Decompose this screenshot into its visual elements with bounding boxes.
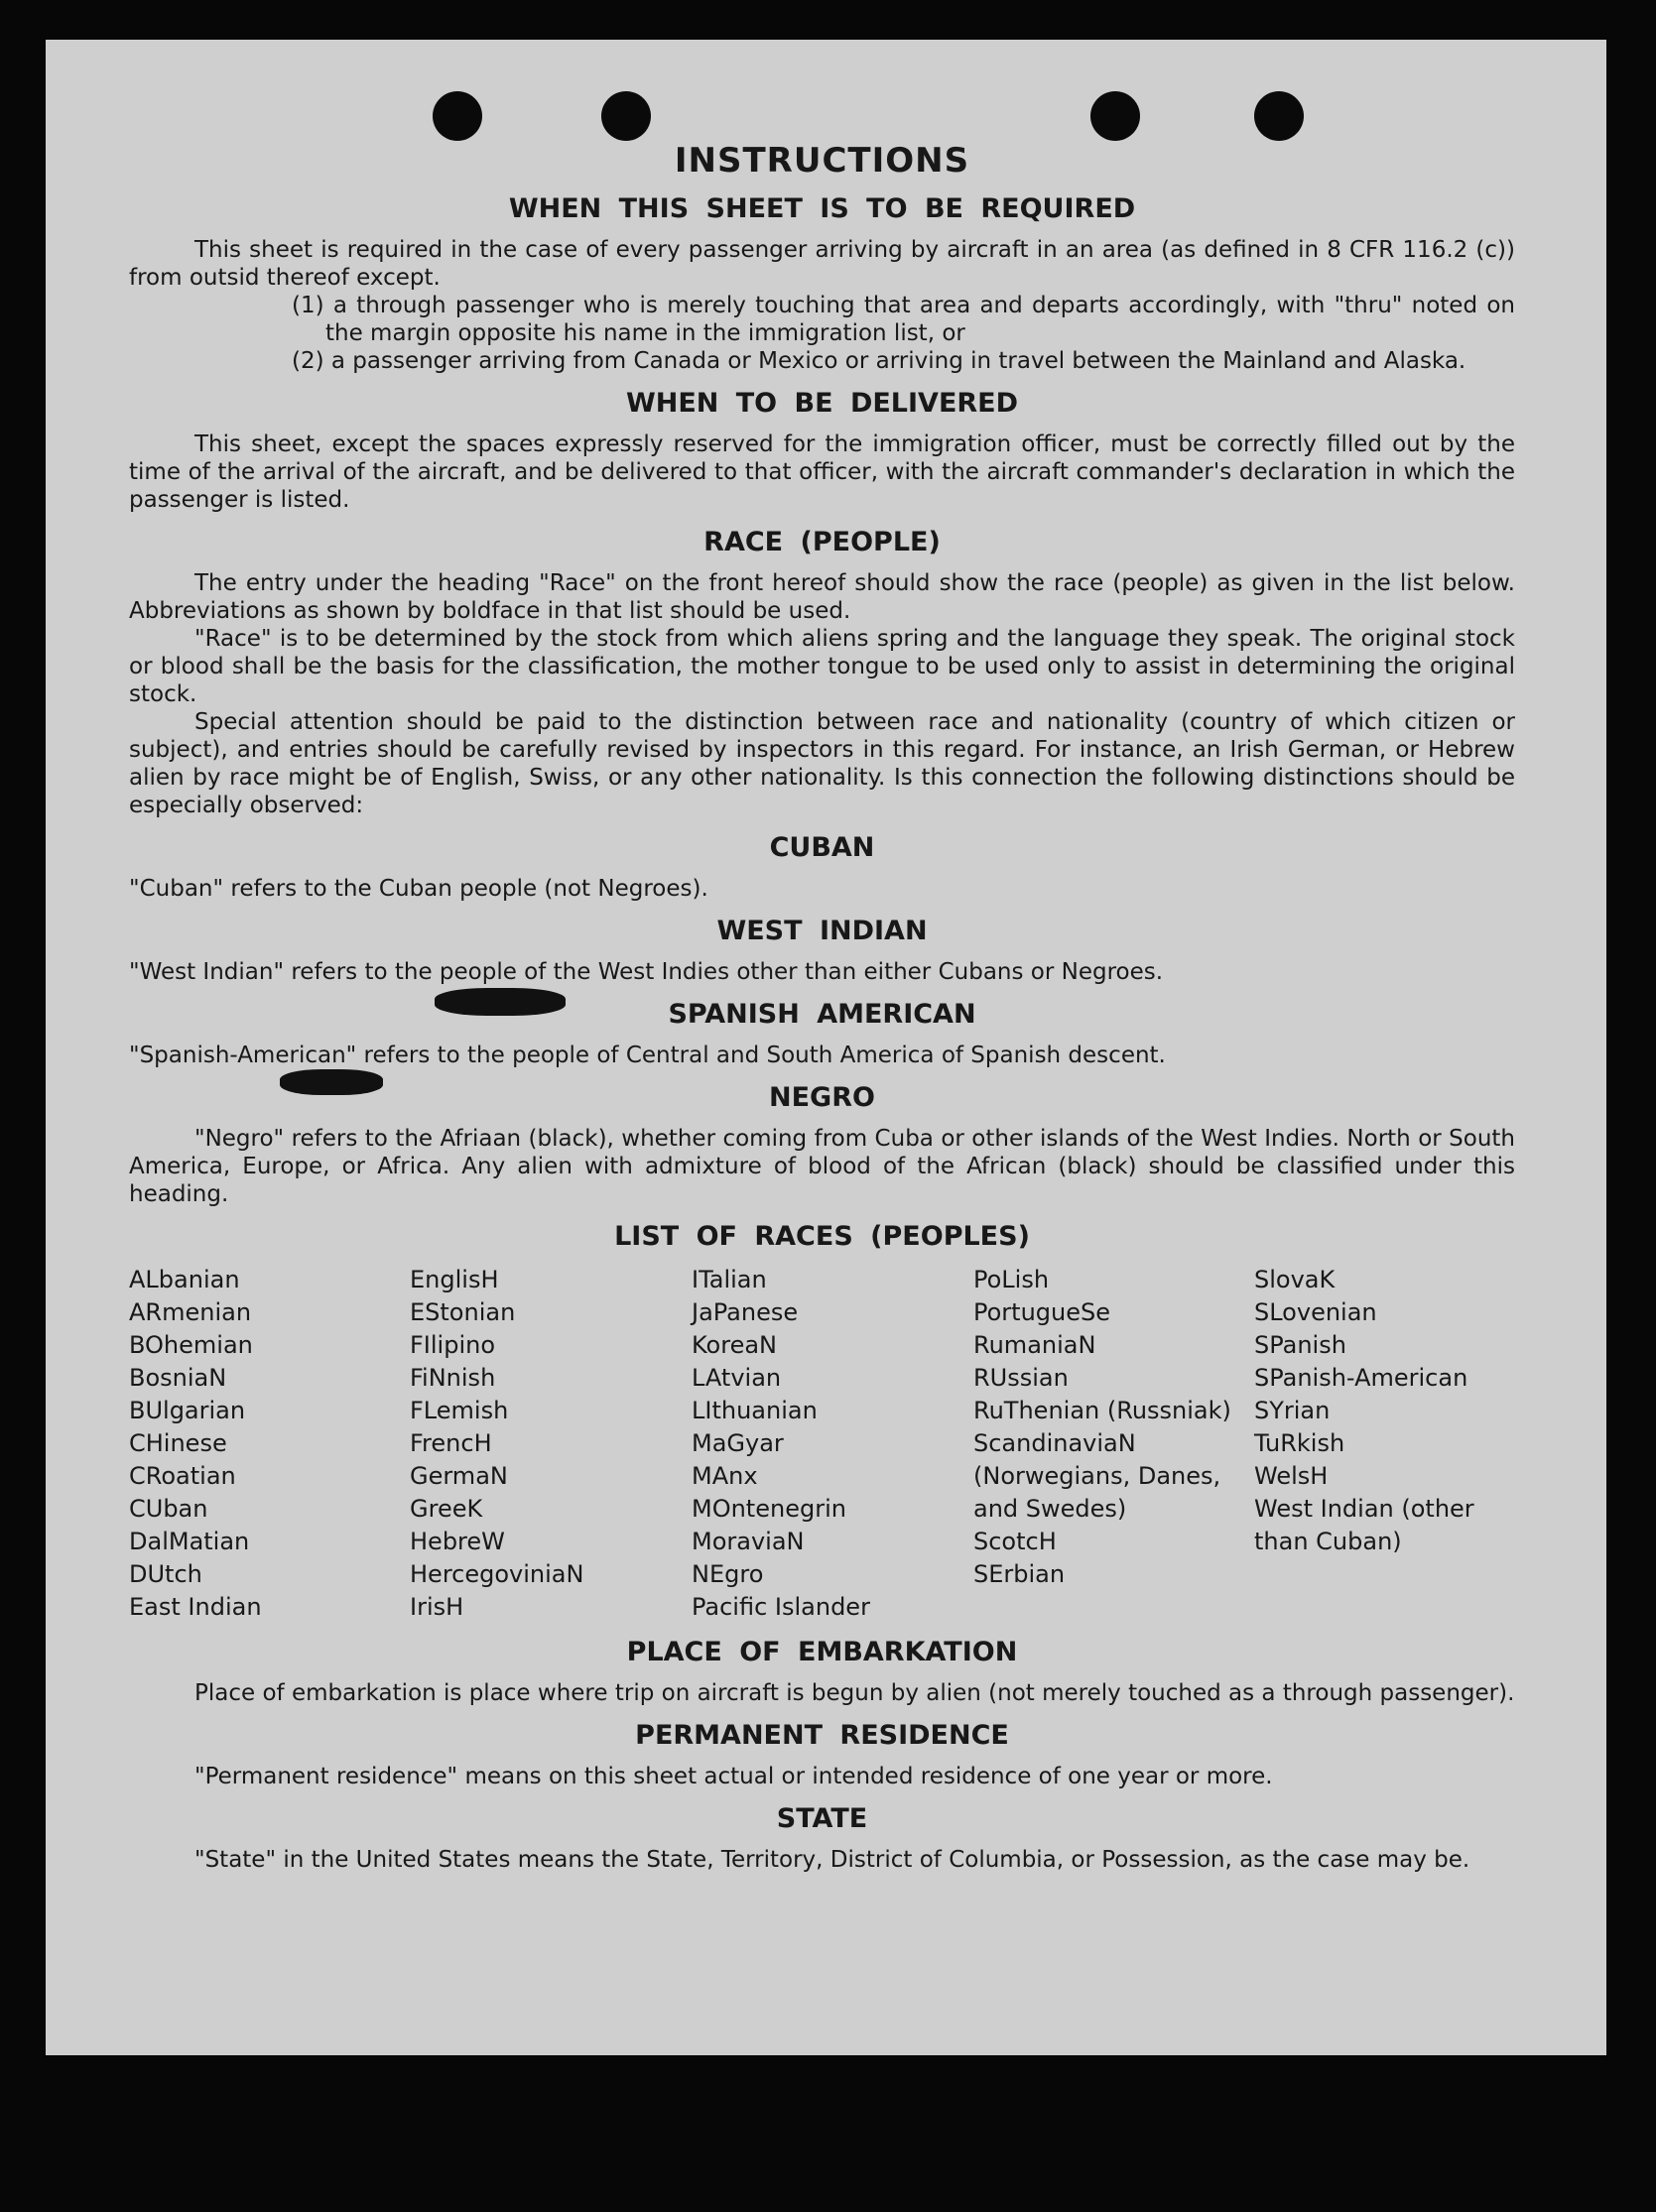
race-entry: SLovenian [1254, 1298, 1377, 1326]
section-heading-negro: NEGRO [769, 1082, 875, 1113]
race-entry: BosniaN [129, 1364, 227, 1392]
race-entry: East Indian [129, 1593, 262, 1621]
race-entry: SlovaK [1254, 1266, 1336, 1293]
race-entry: TuRkish [1254, 1429, 1345, 1457]
section-heading-west-indian: WEST INDIAN [716, 916, 928, 946]
race-entry: WelsH [1254, 1462, 1329, 1490]
race-entry: MaGyar [692, 1429, 784, 1457]
race-entry: PortugueSe [973, 1298, 1110, 1326]
race-entry: SPanish-American [1254, 1364, 1468, 1392]
races-column-5 [1254, 1264, 1515, 1624]
paragraph: This sheet, except the spaces expressly reserved for the immigration officer, must be correctly filled out by the time of the arrival of the aircraft, and be delivered to that officer, with the aircraft commander's declaration in which the passenger is listed. [129, 431, 1515, 513]
race-entry: JaPanese [692, 1298, 799, 1326]
punch-hole-4 [1254, 91, 1304, 141]
race-entry: HercegoviniaN [410, 1560, 584, 1588]
races-column-4 [973, 1264, 1254, 1624]
race-entry: EnglisH [410, 1266, 499, 1293]
race-entry: MAnx [692, 1462, 758, 1490]
section-heading-required: WHEN THIS SHEET IS TO BE REQUIRED [508, 193, 1136, 224]
race-entry: Pacific Islander [692, 1593, 870, 1621]
race-entry: BUlgarian [129, 1397, 246, 1424]
race-entry: FrencH [410, 1429, 492, 1457]
race-entry: DUtch [129, 1560, 202, 1588]
race-entry: ARmenian [129, 1298, 252, 1326]
document-sheet [46, 40, 1606, 2055]
punch-hole-2 [601, 91, 651, 141]
race-entry: SErbian [973, 1560, 1066, 1588]
race-entry: KoreaN [692, 1331, 777, 1359]
race-entry: SYrian [1254, 1397, 1331, 1424]
races-column-2 [410, 1264, 692, 1624]
race-entry: NEgro [692, 1560, 764, 1588]
race-entry: ITalian [692, 1266, 767, 1293]
section-heading-list-of-races: LIST OF RACES (PEOPLES) [614, 1221, 1030, 1252]
race-entry: BOhemian [129, 1331, 253, 1359]
race-entry: CUban [129, 1495, 208, 1523]
list-item: (2) a passenger arriving from Canada or Mexico or arriving in travel between the Mainland and Alaska. [292, 348, 1466, 374]
race-entry: GermaN [410, 1462, 508, 1490]
race-entry: EStonian [410, 1298, 516, 1326]
race-entry: DalMatian [129, 1528, 250, 1555]
races-table [129, 1264, 1515, 1624]
race-entry: LIthuanian [692, 1397, 818, 1424]
race-entry: CRoatian [129, 1462, 236, 1490]
section-heading-permanent-residence: PERMANENT RESIDENCE [635, 1720, 1009, 1751]
punch-hole-3 [1090, 91, 1140, 141]
race-entry: PoLish [973, 1266, 1050, 1293]
punch-hole-1 [433, 91, 482, 141]
paragraph: "Race" is to be determined by the stock from which aliens spring and the language they speak. The original stock or blood shall be the basis for the classification, the mother tongue to be used only to assist in determining the original stock. [129, 626, 1515, 707]
section-heading-race: RACE (PEOPLE) [703, 527, 941, 557]
paragraph: "Negro" refers to the Afriaan (black), whether coming from Cuba or other islands of the West Indies. North or South America, Europe, or Africa. Any alien with admixture of blood of the African (black) should be classified under this heading. [129, 1126, 1515, 1207]
paragraph: "Cuban" refers to the Cuban people (not Negroes). [129, 876, 708, 902]
paragraph: "Spanish-American" refers to the people of Central and South America of Spanish descent. [129, 1043, 1166, 1068]
section-heading-delivered: WHEN TO BE DELIVERED [625, 388, 1019, 419]
race-entry: West Indian (other than Cuban) [1254, 1495, 1474, 1555]
race-entry: MoraviaN [692, 1528, 805, 1555]
race-entry: FLemish [410, 1397, 509, 1424]
paragraph: "State" in the United States means the State, Territory, District of Columbia, or Possession, as the case may be. [194, 1847, 1470, 1873]
race-entry: LAtvian [692, 1364, 782, 1392]
race-entry: FiNnish [410, 1364, 496, 1392]
paragraph: This sheet is required in the case of every passenger arriving by aircraft in an area (as defined in 8 CFR 116.2 (c)) from outsid thereof except. [129, 237, 1515, 291]
paragraph: Special attention should be paid to the distinction between race and nationality (country of which citizen or subject), and entries should be carefully revised by inspectors in this regard. For instance, an Irish German, or Hebrew alien by race might be of English, Swiss, or any other nationality. Is this connection the following distinctions should be especially observed: [129, 709, 1515, 818]
race-entry: RuThenian (Russniak) [973, 1397, 1231, 1424]
section-heading-embarkation: PLACE OF EMBARKATION [626, 1637, 1018, 1667]
document-title: INSTRUCTIONS [674, 141, 970, 181]
section-heading-state: STATE [776, 1803, 868, 1834]
race-entry: ScandinaviaN (Norwegians, Danes, and Swedes) [973, 1429, 1221, 1523]
races-column-1 [129, 1264, 410, 1624]
section-heading-cuban: CUBAN [769, 832, 875, 863]
paragraph: "Permanent residence" means on this sheet actual or intended residence of one year or more. [194, 1764, 1273, 1789]
race-entry: HebreW [410, 1528, 505, 1555]
section-heading-spanish-american: SPANISH AMERICAN [668, 999, 976, 1030]
race-entry: GreeK [410, 1495, 483, 1523]
race-entry: RumaniaN [973, 1331, 1096, 1359]
race-entry: RUssian [973, 1364, 1069, 1392]
race-entry: CHinese [129, 1429, 227, 1457]
paragraph: Place of embarkation is place where trip on aircraft is begun by alien (not merely touched as a through passenger). [194, 1680, 1515, 1706]
races-column-3 [692, 1264, 973, 1624]
race-entry: MOntenegrin [692, 1495, 846, 1523]
race-entry: FIlipino [410, 1331, 496, 1359]
list-item: (1) a through passenger who is merely touching that area and departs accordingly, with "thru" noted on the margin opposite his name in the immigration list, or [292, 293, 1515, 346]
race-entry: SPanish [1254, 1331, 1346, 1359]
race-entry: ALbanian [129, 1266, 240, 1293]
paragraph: The entry under the heading "Race" on the front hereof should show the race (people) as given in the list below. Abbreviations as shown by boldface in that list should be used. [129, 570, 1515, 624]
race-entry: IrisH [410, 1593, 464, 1621]
race-entry: ScotcH [973, 1528, 1057, 1555]
document-body [129, 141, 1515, 1874]
paragraph: "West Indian" refers to the people of the West Indies other than either Cubans or Negroes. [129, 959, 1164, 985]
